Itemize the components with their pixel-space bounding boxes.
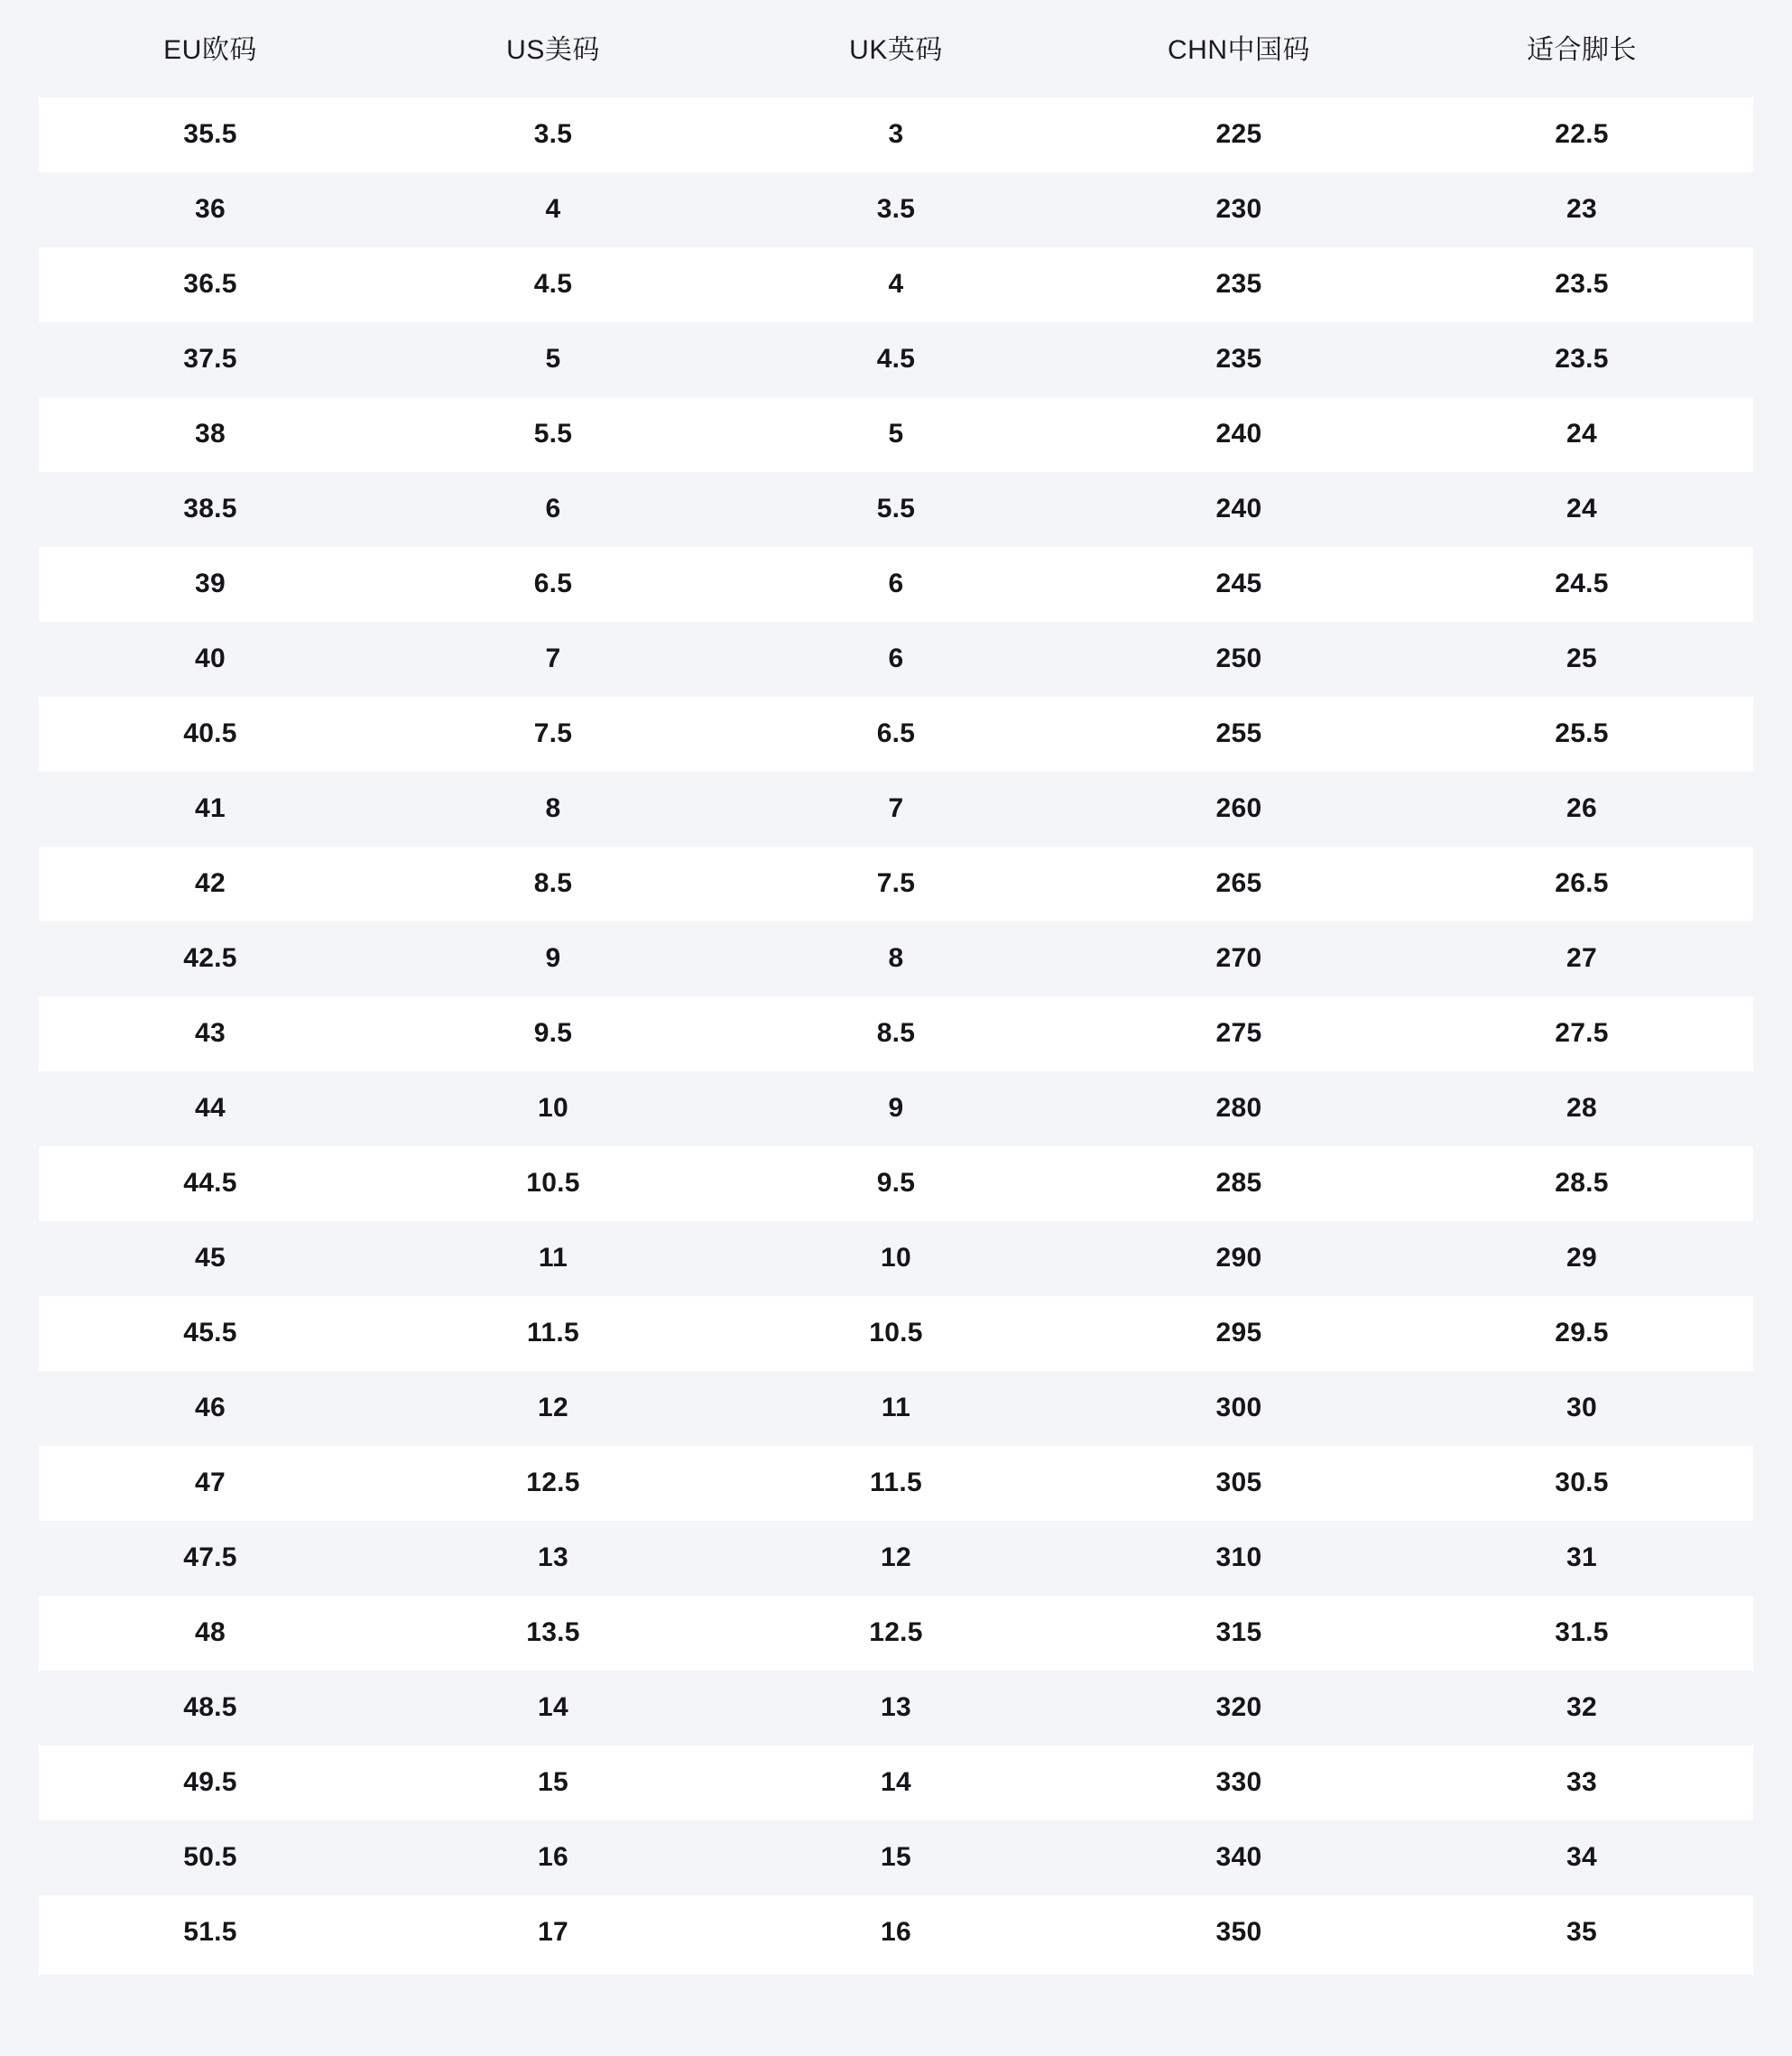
table-cell: 30 bbox=[1410, 1371, 1753, 1446]
table-cell: 12 bbox=[382, 1371, 725, 1446]
table-row bbox=[39, 1221, 1753, 1296]
table-cell: 31.5 bbox=[1410, 1596, 1753, 1671]
table-cell: 34 bbox=[1410, 1820, 1753, 1895]
table-cell: 13 bbox=[382, 1521, 725, 1596]
table-cell: 33 bbox=[1410, 1746, 1753, 1820]
table-cell: 285 bbox=[1067, 1146, 1410, 1221]
table-cell: 5 bbox=[725, 397, 1067, 472]
table-cell: 29.5 bbox=[1410, 1296, 1753, 1371]
table-cell: 24 bbox=[1410, 472, 1753, 547]
table-cell: 16 bbox=[382, 1820, 725, 1895]
table-cell: 42.5 bbox=[39, 921, 382, 996]
table-row bbox=[39, 1296, 1753, 1371]
column-header: CHN中国码 bbox=[1067, 0, 1410, 97]
table-cell: 27 bbox=[1410, 921, 1753, 996]
table-cell: 330 bbox=[1067, 1746, 1410, 1820]
table-row bbox=[39, 1521, 1753, 1596]
table-cell: 25.5 bbox=[1410, 697, 1753, 772]
table-cell: 22.5 bbox=[1410, 97, 1753, 172]
table-cell: 51.5 bbox=[39, 1895, 382, 1975]
table-cell: 235 bbox=[1067, 247, 1410, 322]
table-row bbox=[39, 322, 1753, 397]
table-cell: 28.5 bbox=[1410, 1146, 1753, 1221]
table-cell: 26 bbox=[1410, 772, 1753, 847]
table-cell: 50.5 bbox=[39, 1820, 382, 1895]
table-row bbox=[39, 397, 1753, 472]
table-cell: 7.5 bbox=[725, 847, 1067, 921]
table-row bbox=[39, 847, 1753, 921]
table-cell: 12.5 bbox=[725, 1596, 1067, 1671]
table-row bbox=[39, 697, 1753, 772]
table-cell: 16 bbox=[725, 1895, 1067, 1975]
table-cell: 9 bbox=[382, 921, 725, 996]
column-header: US美码 bbox=[382, 0, 725, 97]
table-cell: 6 bbox=[725, 547, 1067, 622]
table-cell: 44.5 bbox=[39, 1146, 382, 1221]
table-cell: 230 bbox=[1067, 172, 1410, 247]
table-cell: 320 bbox=[1067, 1671, 1410, 1746]
table-cell: 47 bbox=[39, 1446, 382, 1521]
table-cell: 23.5 bbox=[1410, 247, 1753, 322]
column-header: EU欧码 bbox=[39, 0, 382, 97]
table-cell: 31 bbox=[1410, 1521, 1753, 1596]
table-cell: 255 bbox=[1067, 697, 1410, 772]
table-cell: 13 bbox=[725, 1671, 1067, 1746]
table-cell: 11 bbox=[725, 1371, 1067, 1446]
table-cell: 240 bbox=[1067, 397, 1410, 472]
table-cell: 38 bbox=[39, 397, 382, 472]
table-cell: 32 bbox=[1410, 1671, 1753, 1746]
table-cell: 46 bbox=[39, 1371, 382, 1446]
table-cell: 10 bbox=[725, 1221, 1067, 1296]
table-cell: 11 bbox=[382, 1221, 725, 1296]
table-cell: 17 bbox=[382, 1895, 725, 1975]
table-row bbox=[39, 996, 1753, 1071]
table-cell: 11.5 bbox=[382, 1296, 725, 1371]
table-row bbox=[39, 547, 1753, 622]
table-cell: 23 bbox=[1410, 172, 1753, 247]
table-row bbox=[39, 1820, 1753, 1895]
table-cell: 9.5 bbox=[382, 996, 725, 1071]
column-header: UK英码 bbox=[725, 0, 1067, 97]
table-cell: 39 bbox=[39, 547, 382, 622]
table-row bbox=[39, 1671, 1753, 1746]
table-cell: 30.5 bbox=[1410, 1446, 1753, 1521]
table-cell: 260 bbox=[1067, 772, 1410, 847]
table-cell: 45 bbox=[39, 1221, 382, 1296]
header-row bbox=[39, 0, 1753, 97]
table-cell: 5 bbox=[382, 322, 725, 397]
table-cell: 13.5 bbox=[382, 1596, 725, 1671]
table-cell: 14 bbox=[725, 1746, 1067, 1820]
table-header bbox=[39, 0, 1753, 97]
table-cell: 5.5 bbox=[382, 397, 725, 472]
table-cell: 350 bbox=[1067, 1895, 1410, 1975]
table-cell: 4 bbox=[382, 172, 725, 247]
table-row bbox=[39, 247, 1753, 322]
table-row bbox=[39, 1446, 1753, 1521]
table-cell: 15 bbox=[725, 1820, 1067, 1895]
table-cell: 36 bbox=[39, 172, 382, 247]
table-cell: 295 bbox=[1067, 1296, 1410, 1371]
table-cell: 7 bbox=[725, 772, 1067, 847]
table-row bbox=[39, 472, 1753, 547]
table-cell: 9.5 bbox=[725, 1146, 1067, 1221]
table-cell: 48 bbox=[39, 1596, 382, 1671]
table-cell: 41 bbox=[39, 772, 382, 847]
table-cell: 28 bbox=[1410, 1071, 1753, 1146]
table-cell: 225 bbox=[1067, 97, 1410, 172]
table-cell: 290 bbox=[1067, 1221, 1410, 1296]
table-row bbox=[39, 97, 1753, 172]
table-cell: 11.5 bbox=[725, 1446, 1067, 1521]
table-row bbox=[39, 622, 1753, 697]
table-row bbox=[39, 1071, 1753, 1146]
table-cell: 315 bbox=[1067, 1596, 1410, 1671]
table-cell: 14 bbox=[382, 1671, 725, 1746]
table-row bbox=[39, 1596, 1753, 1671]
table-cell: 38.5 bbox=[39, 472, 382, 547]
table-cell: 40.5 bbox=[39, 697, 382, 772]
table-cell: 43 bbox=[39, 996, 382, 1071]
table-row bbox=[39, 1146, 1753, 1221]
shoe-size-table bbox=[39, 0, 1753, 1975]
table-cell: 9 bbox=[725, 1071, 1067, 1146]
table-cell: 8.5 bbox=[382, 847, 725, 921]
table-cell: 12.5 bbox=[382, 1446, 725, 1521]
column-header: 适合脚长 bbox=[1410, 0, 1753, 97]
table-cell: 275 bbox=[1067, 996, 1410, 1071]
table-cell: 4.5 bbox=[382, 247, 725, 322]
table-cell: 10 bbox=[382, 1071, 725, 1146]
table-cell: 5.5 bbox=[725, 472, 1067, 547]
table-cell: 29 bbox=[1410, 1221, 1753, 1296]
table-cell: 40 bbox=[39, 622, 382, 697]
table-cell: 48.5 bbox=[39, 1671, 382, 1746]
table-cell: 280 bbox=[1067, 1071, 1410, 1146]
table-cell: 4 bbox=[725, 247, 1067, 322]
table-cell: 235 bbox=[1067, 322, 1410, 397]
table-cell: 10.5 bbox=[382, 1146, 725, 1221]
table-cell: 7 bbox=[382, 622, 725, 697]
table-row bbox=[39, 1895, 1753, 1975]
table-cell: 6 bbox=[382, 472, 725, 547]
table-cell: 27.5 bbox=[1410, 996, 1753, 1071]
table-cell: 44 bbox=[39, 1071, 382, 1146]
table-cell: 245 bbox=[1067, 547, 1410, 622]
table-row bbox=[39, 772, 1753, 847]
table-row bbox=[39, 921, 1753, 996]
table-cell: 12 bbox=[725, 1521, 1067, 1596]
table-cell: 24 bbox=[1410, 397, 1753, 472]
table-cell: 8 bbox=[725, 921, 1067, 996]
table-cell: 270 bbox=[1067, 921, 1410, 996]
table-cell: 250 bbox=[1067, 622, 1410, 697]
table-cell: 265 bbox=[1067, 847, 1410, 921]
table-cell: 23.5 bbox=[1410, 322, 1753, 397]
table-cell: 3.5 bbox=[382, 97, 725, 172]
table-cell: 340 bbox=[1067, 1820, 1410, 1895]
table-row bbox=[39, 172, 1753, 247]
table-cell: 6.5 bbox=[725, 697, 1067, 772]
table-cell: 310 bbox=[1067, 1521, 1410, 1596]
table-cell: 37.5 bbox=[39, 322, 382, 397]
table-cell: 7.5 bbox=[382, 697, 725, 772]
table-cell: 49.5 bbox=[39, 1746, 382, 1820]
table-row bbox=[39, 1371, 1753, 1446]
table-cell: 35.5 bbox=[39, 97, 382, 172]
table-cell: 10.5 bbox=[725, 1296, 1067, 1371]
table-cell: 47.5 bbox=[39, 1521, 382, 1596]
table-cell: 3 bbox=[725, 97, 1067, 172]
table-cell: 25 bbox=[1410, 622, 1753, 697]
table-row bbox=[39, 1746, 1753, 1820]
table-cell: 42 bbox=[39, 847, 382, 921]
table-cell: 305 bbox=[1067, 1446, 1410, 1521]
table-body bbox=[39, 97, 1753, 1975]
table-cell: 35 bbox=[1410, 1895, 1753, 1975]
table-cell: 3.5 bbox=[725, 172, 1067, 247]
table-cell: 6.5 bbox=[382, 547, 725, 622]
table-cell: 6 bbox=[725, 622, 1067, 697]
table-cell: 24.5 bbox=[1410, 547, 1753, 622]
table-cell: 240 bbox=[1067, 472, 1410, 547]
table-cell: 26.5 bbox=[1410, 847, 1753, 921]
table-cell: 45.5 bbox=[39, 1296, 382, 1371]
table-cell: 300 bbox=[1067, 1371, 1410, 1446]
table-cell: 36.5 bbox=[39, 247, 382, 322]
table-cell: 8 bbox=[382, 772, 725, 847]
table-cell: 4.5 bbox=[725, 322, 1067, 397]
table-cell: 8.5 bbox=[725, 996, 1067, 1071]
table-cell: 15 bbox=[382, 1746, 725, 1820]
